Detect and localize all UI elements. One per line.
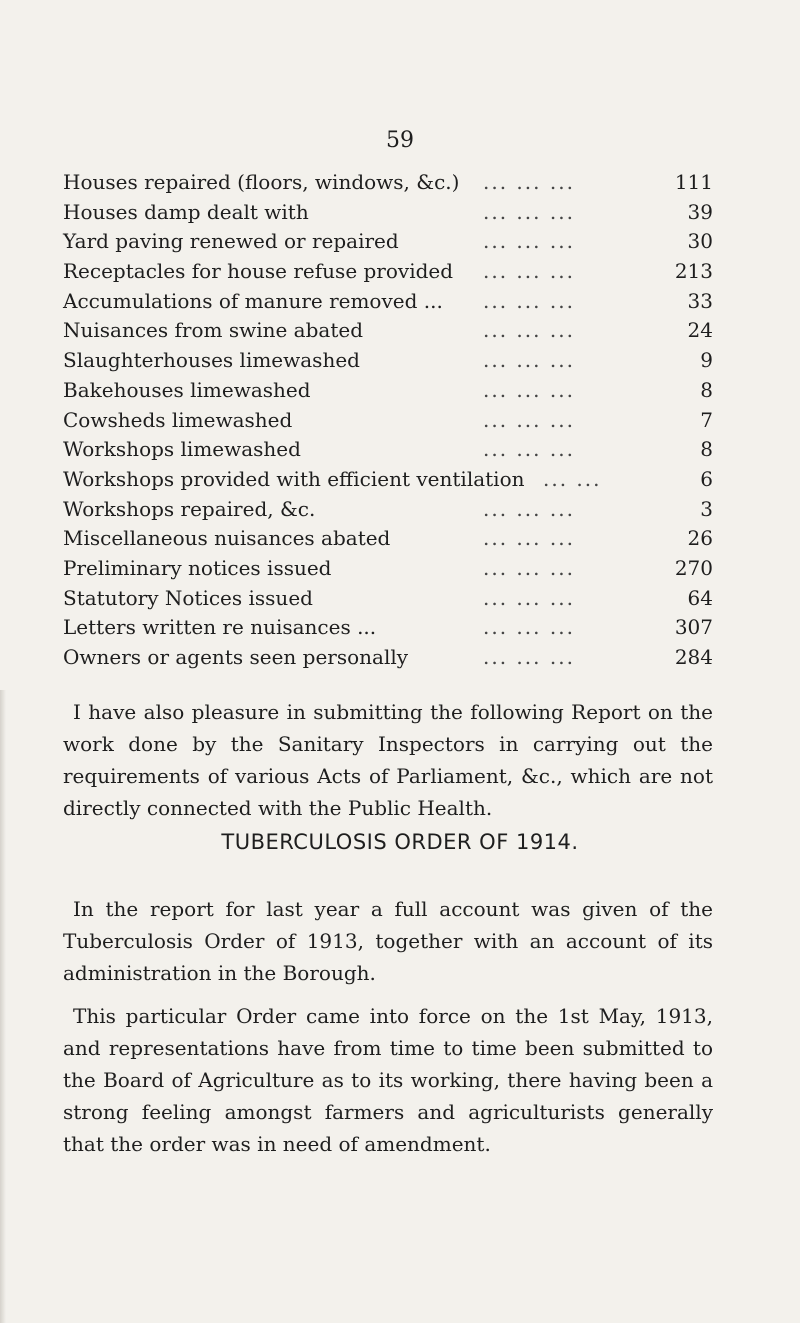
leader-dots: ... ... ...	[483, 645, 575, 669]
intro-paragraph: I have also pleasure in submitting the following Report on the work done by the Sanitary Inspectors in carrying out the requirements of various Acts of Parliament, &c., which are not directly connected with the Public Health.	[63, 700, 713, 820]
stat-label: Preliminary notices issued	[63, 555, 332, 580]
stat-value: 7	[700, 407, 713, 432]
stat-value: 213	[674, 259, 713, 284]
stat-label: Workshops provided with efficient ventilation	[63, 466, 525, 491]
stat-row	[63, 227, 713, 257]
stat-row	[63, 435, 713, 465]
stat-value: 284	[674, 645, 713, 669]
stat-value: 8	[700, 437, 713, 462]
stat-row	[63, 613, 713, 643]
leader-dots: ... ... ...	[483, 585, 575, 610]
stat-label: Houses damp dealt with	[63, 199, 309, 224]
stat-value: 307	[674, 615, 713, 640]
leader-dots: ... ... ...	[483, 348, 575, 373]
stat-row	[63, 376, 713, 406]
leader-dots: ... ... ...	[483, 526, 575, 551]
leader-dots: ... ... ...	[483, 555, 575, 580]
page-number: 59	[386, 128, 414, 153]
leader-dots: ... ... ...	[483, 229, 575, 254]
stat-row	[63, 643, 713, 673]
leader-dots: ... ...	[543, 466, 602, 491]
stat-value: 30	[687, 229, 713, 254]
stat-label: Yard paving renewed or repaired	[63, 229, 399, 254]
leader-dots: ... ... ...	[483, 288, 575, 313]
body-paragraph: In the report for last year a full account was given of the Tuberculosis Order of 1913, together with an account of its administration in the Borough.	[63, 897, 713, 985]
stat-label: Accumulations of manure removed ...	[63, 288, 443, 313]
stat-label: Statutory Notices issued	[63, 585, 313, 610]
stat-row	[63, 524, 713, 554]
page-edge-shadow	[0, 690, 6, 1323]
body-paragraph: This particular Order came into force on the 1st May, 1913, and representations have from time to time been submitted to the Board of Agriculture as to its working, there having been a strong feeling amongst farmers and agriculturists generally that the order was in need of amendment.	[63, 1004, 713, 1156]
stat-label: Nuisances from swine abated	[63, 318, 364, 343]
stat-label: Owners or agents seen personally	[63, 645, 409, 669]
stat-label: Houses repaired (floors, windows, &c.)	[63, 170, 460, 194]
leader-dots: ... ... ...	[483, 318, 575, 343]
stat-value: 9	[700, 348, 713, 373]
stat-value: 33	[687, 288, 713, 313]
stat-value: 3	[700, 496, 713, 521]
stat-row	[63, 584, 713, 614]
stat-value: 8	[700, 377, 713, 402]
stat-value: 64	[687, 585, 713, 610]
stat-row	[63, 316, 713, 346]
leader-dots: ... ... ...	[483, 259, 575, 284]
stat-label: Miscellaneous nuisances abated	[63, 526, 391, 551]
section-heading: TUBERCULOSIS ORDER OF 1914.	[221, 830, 579, 854]
leader-dots: ... ... ...	[483, 496, 575, 521]
stat-row	[63, 287, 713, 317]
leader-dots: ... ... ...	[483, 615, 575, 640]
stat-label: Workshops limewashed	[63, 437, 301, 462]
stat-row	[63, 465, 713, 495]
leader-dots: ... ... ...	[483, 377, 575, 402]
stat-value: 6	[700, 466, 713, 491]
stat-value: 26	[687, 526, 713, 551]
leader-dots: ... ... ...	[483, 199, 575, 224]
stat-value: 39	[687, 199, 713, 224]
stat-label: Workshops repaired, &c.	[63, 496, 316, 521]
stat-row	[63, 168, 713, 198]
stat-value: 111	[674, 170, 713, 194]
stat-value: 270	[674, 555, 713, 580]
stat-value: 24	[687, 318, 713, 343]
stat-row	[63, 198, 713, 228]
stat-row	[63, 495, 713, 525]
stat-row	[63, 257, 713, 287]
stat-row	[63, 554, 713, 584]
stat-row	[63, 406, 713, 436]
stat-row	[63, 346, 713, 376]
stat-label: Slaughterhouses limewashed	[63, 348, 360, 373]
stat-label: Letters written re nuisances ...	[63, 615, 377, 640]
leader-dots: ... ... ...	[483, 437, 575, 462]
leader-dots: ... ... ...	[483, 170, 575, 194]
sanitary-stats-list	[63, 168, 713, 673]
stat-label: Bakehouses limewashed	[63, 377, 311, 402]
leader-dots: ... ... ...	[483, 407, 575, 432]
stat-label: Cowsheds limewashed	[63, 407, 293, 432]
stat-label: Receptacles for house refuse provided	[63, 259, 454, 284]
